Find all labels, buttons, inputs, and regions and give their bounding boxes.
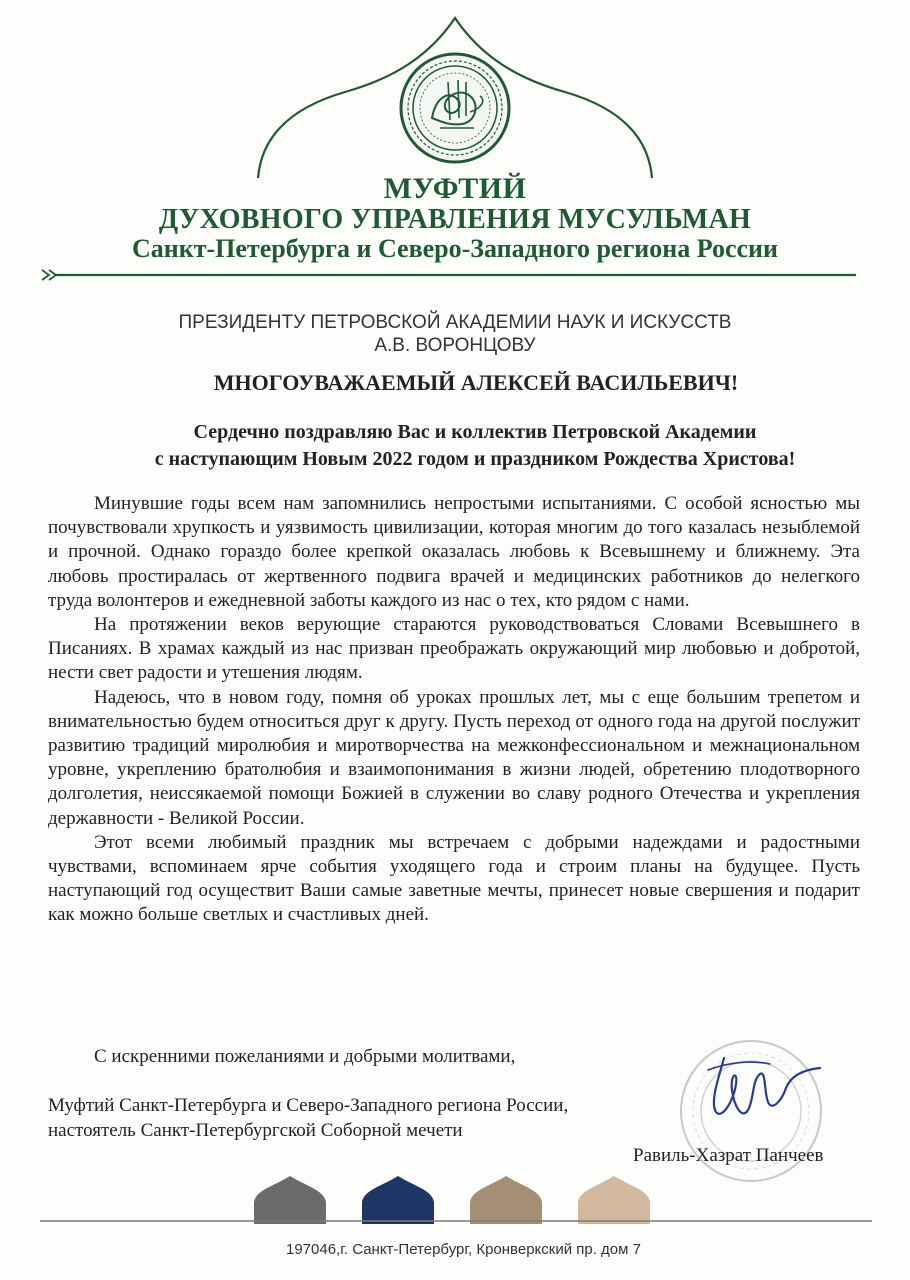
paragraph-1: Минувшие годы всем нам запомнились непростыми испытаниями. С особой ясностью мы почувствовали хрупкость и уязвимость цивилизации, которая многим до того казалась незыблемой и прочной. Однако гораздо более крепкой оказалась любовь к Всевышнему и ближнему. Эта любовь простиралась от жертвенного подвига врачей и медицинских работников до нелегкого труда волонтеров и ежедневной заботы каждого из нас о тех, кто рядом с нами. — [48, 493, 860, 611]
congratulation-line2: с наступающим Новым 2022 годом и праздником Рождества Христова! — [154, 448, 796, 470]
congratulation-line1: Сердечно поздравляю Вас и коллектив Петровской Академии — [193, 421, 757, 443]
header-title-line3: Санкт-Петербурга и Северо-Западного региона России — [132, 234, 778, 263]
footer-divider — [40, 1219, 872, 1223]
signer-name: Равиль-Хазрат Панчеев — [633, 1145, 824, 1166]
header-title-line1: МУФТИЙ — [383, 172, 527, 205]
letter-body — [48, 492, 860, 928]
addressee-line2: А.В. ВОРОНЦОВУ — [374, 335, 536, 356]
closing-line: С искренними пожеланиями и добрыми молитвами, — [94, 1046, 516, 1067]
header-divider — [40, 268, 860, 282]
signer-position-line1: Муфтий Санкт-Петербурга и Северо-Западного региона России, — [48, 1095, 569, 1116]
salutation: МНОГОУВАЖАЕМЫЙ АЛЕКСЕЙ ВАСИЛЬЕВИЧ! — [213, 370, 739, 395]
footer-address: 197046,г. Санкт-Петербург, Кронверкский пр. дом 7 — [286, 1241, 641, 1258]
arch-frame — [0, 0, 910, 180]
mosque-domes-icon — [240, 1168, 670, 1226]
tughra-seal-icon — [401, 54, 509, 162]
header-title-line2: ДУХОВНОГО УПРАВЛЕНИЯ МУСУЛЬМАН — [158, 204, 752, 235]
handwritten-signature-icon — [690, 1040, 830, 1140]
addressee-line1: ПРЕЗИДЕНТУ ПЕТРОВСКОЙ АКАДЕМИИ НАУК И ИСКУССТВ — [178, 312, 732, 333]
paragraph-2: На протяжении веков верующие стараются руководствоваться Словами Всевышнего в Писаниях. В храмах каждый из нас призван преображать окружающий мир любовью и добротой, нести свет радости и утешения людям. — [48, 614, 860, 684]
signer-position-line2: настоятель Санкт-Петербургской Соборной мечети — [48, 1120, 463, 1141]
paragraph-3: Надеюсь, что в новом году, помня об уроках прошлых лет, мы с еще большим трепетом и внимательностью будем относиться друг к другу. Пусть переход от одного года на другой послужит развитию традиций миролюбия и миротворчества на межконфессиональном и межнациональном уровне, укреплению братолюбия и взаимопонимания в жизни людей, обретению плодотворного долголетия, неиссякаемой помощи Божией в служении во славу родного Отечества и укрепления державности - Великой России. — [48, 686, 860, 829]
paragraph-4: Этот всеми любимый праздник мы встречаем с добрыми надеждами и радостными чувствами, вспоминаем ярче события уходящего года и строим планы на будущее. Пусть наступающий год осуществит Ваши самые заветные мечты, принесет новые свершения и подарит как можно больше светлых и счастливых дней. — [48, 831, 860, 926]
